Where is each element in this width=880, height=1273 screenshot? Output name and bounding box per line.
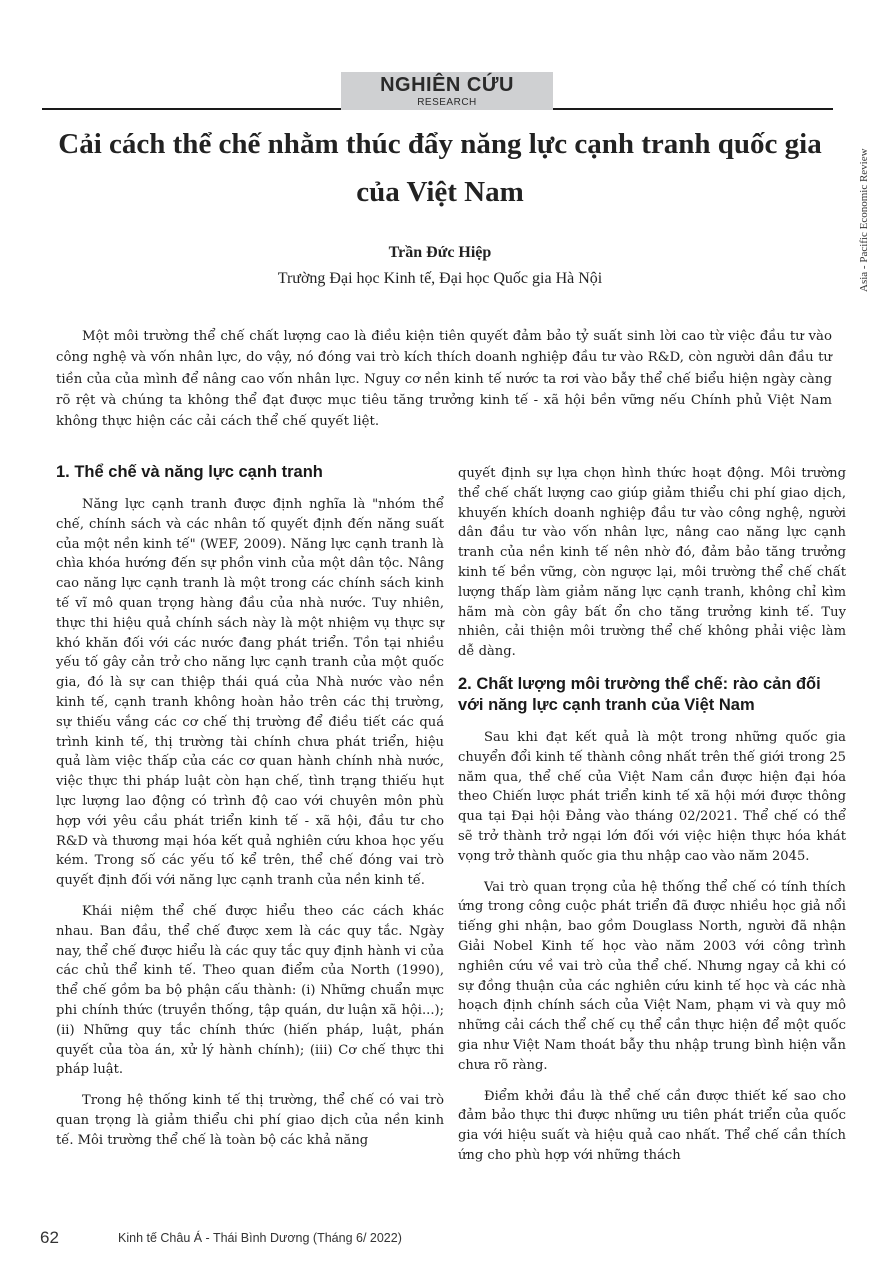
side-journal-label (858, 112, 874, 292)
banner-rule-left (42, 108, 341, 110)
body-paragraph: Điểm khởi đầu là thể chế cần được thiết kế sao cho đảm bảo thực thi được những ưu tiên phát triển của quốc gia với hiệu suất và hiệu quả cao nhất. Thể chế cần thích ứng cho phù hợp với những thách (458, 1088, 846, 1163)
body-paragraph: Năng lực cạnh tranh được định nghĩa là "nhóm thể chế, chính sách và các nhân tố quyết định đến năng suất của một nền kinh tế" (WEF, 2009). Năng lực cạnh tranh là chìa khóa hướng đến sự phồn vinh của một dân tộc. Nâng cao năng lực cạnh tranh là một trong các chính sách kinh tế vĩ mô quan trọng hàng đầu của nhà nước. Tuy nhiên, thực thi hiệu quả chính sách này là một nhiệm vụ thực sự khó khăn đối với các nước đang phát triển. Tồn tại nhiều yếu tố gây cản trở cho năng lực cạnh tranh của một quốc gia, đó là sự can thiệp thái quá của Nhà nước vào nền kinh tế, cạnh tranh không hoàn hảo trên các thị trường, sự thiếu vắng các cơ chế thị trường để điều tiết các quá trình kinh tế, thị trường tài chính chưa phát triển, hiệu quả làm việc thấp của các cơ quan hành chính nhà nước, việc thực thi pháp luật còn hạn chế, tình trạng thiếu hụt lực lượng lao động có trình độ cao với chuyên môn phù hợp với yêu cầu phát triển kinh tế - xã hội, đầu tư cho R&D và thương mại hóa kết quả nghiên cứu khoa học yếu kém. Trong số các yếu tố kể trên, thể chế đóng vai trò quyết định đối với năng lực cạnh tranh của nền kinh tế. (56, 497, 444, 889)
section-sublabel: RESEARCH (417, 97, 477, 108)
body-paragraph: Trong hệ thống kinh tế thị trường, thể chế có vai trò quan trọng là giảm thiểu chi phí giao dịch của nền kinh tế. Môi trường thể chế là toàn bộ các khả năng (56, 1093, 444, 1148)
banner-rule-right (553, 108, 833, 110)
abstract: Một môi trường thể chế chất lượng cao là điều kiện tiên quyết đảm bảo tỷ suất sinh lời cao từ việc đầu tư vào công nghệ và vốn nhân lực, do vậy, nó đóng vai trò kích thích doanh nghiệp đầu tư vào R&D, còn người dân đầu tư tiền của của mình để nâng cao vốn nhân lực. Nguy cơ nền kinh tế nước ta rơi vào bẫy thể chế biểu hiện ngày càng rõ rệt và chúng ta không thể đạt được mục tiêu tăng trưởng kinh tế - xã hội bền vững nếu Chính phủ Việt Nam không thực hiện các cải cách thể chế quyết liệt. (56, 329, 832, 430)
author-affiliation: Trường Đại học Kinh tế, Đại học Quốc gia Hà Nội (277, 270, 603, 287)
page-number: 62 (40, 1228, 59, 1247)
side-journal-text: Asia - Pacific Economic Review (858, 148, 870, 292)
body-paragraph: Khái niệm thể chế được hiểu theo các cách khác nhau. Ban đầu, thể chế được xem là các quy tắc. Ngày nay, thể chế được hiểu là các quy tắc quy định hành vi của các chủ thể kinh tế. Theo quan điểm của North (1990), thể chế gồm ba bộ phận cấu thành: (i) Những chuẩn mực phi chính thức (truyền thống, tập quán, dư luận xã hội...); (ii) Những quy tắc chính thức (hiến pháp, luật, phán quyết của tòa án, xử lý hành chính); (iii) Cơ chế thực thi pháp luật. (56, 903, 444, 1078)
body-paragraph-continued: quyết định sự lựa chọn hình thức hoạt động. Môi trường thể chế chất lượng cao giúp giảm thiểu chi phí giao dịch, khuyến khích doanh nghiệp đầu tư vào công nghệ, người dân đầu tư vào vốn nhân lực, nâng cao năng lực cạnh tranh của nền kinh tế nên nhờ đó, đảm bảo tăng trưởng kinh tế bền vững, còn ngược lại, môi trường thể chế chất lượng thấp làm giảm năng lực cạnh tranh, không chỉ kìm hãm mà còn gây bất ổn cho tăng trưởng kinh tế. Tuy nhiên, cải thiện môi trường thể chế không phải việc làm dễ dàng. (458, 466, 846, 660)
author-name: Trần Đức Hiệp (388, 244, 492, 261)
article-title: Cải cách thể chế nhằm thúc đẩy năng lực cạnh tranh quốc gia của Việt Nam (58, 128, 822, 208)
left-column (56, 462, 444, 1162)
section-heading-1: 1. Thể chế và năng lực cạnh tranh (56, 463, 323, 481)
journal-footer: Kinh tế Châu Á - Thái Bình Dương (Tháng 6/ 2022) (118, 1231, 402, 1245)
page-footer (40, 1228, 840, 1248)
body-paragraph: Vai trò quan trọng của hệ thống thể chế có tính thích ứng trong công cuộc phát triển đã được nhiều học giả nổi tiếng ghi nhận, bao gồm Douglass North, người đã nhận Giải Nobel Kinh tế học vào năm 2003 với công trình nghiên cứu về vai trò của thể chế. Nhưng ngay cả khi có sự đồng thuận của các nghiên cứu kinh tế học và các nhà hoạch định chính sách của Việt Nam, phạm vi và quy mô những cải cách thể chế cụ thể cần thực hiện để một quốc gia như Việt Nam thoát bẫy thu nhập trung bình hiện vẫn chưa rõ ràng. (458, 879, 846, 1073)
right-column (458, 464, 846, 1177)
body-paragraph: Sau khi đạt kết quả là một trong những quốc gia chuyển đổi kinh tế thành công nhất trên thế giới trong 25 năm qua, thể chế của Việt Nam cần được hiện đại hóa theo Chiến lược phát triển kinh tế xã hội mới được thông qua tại Đại hội Đảng vào tháng 02/2021. Thể chế có thể sẽ trở thành trở ngại lớn đối với việc hiện thực hóa khát vọng trở thành quốc gia thu nhập cao vào năm 2045. (458, 729, 846, 864)
section-label: NGHIÊN CỨU (380, 74, 514, 96)
section-heading-2: 2. Chất lượng môi trường thể chế: rào cản đối với năng lực cạnh tranh của Việt Nam (458, 674, 821, 714)
